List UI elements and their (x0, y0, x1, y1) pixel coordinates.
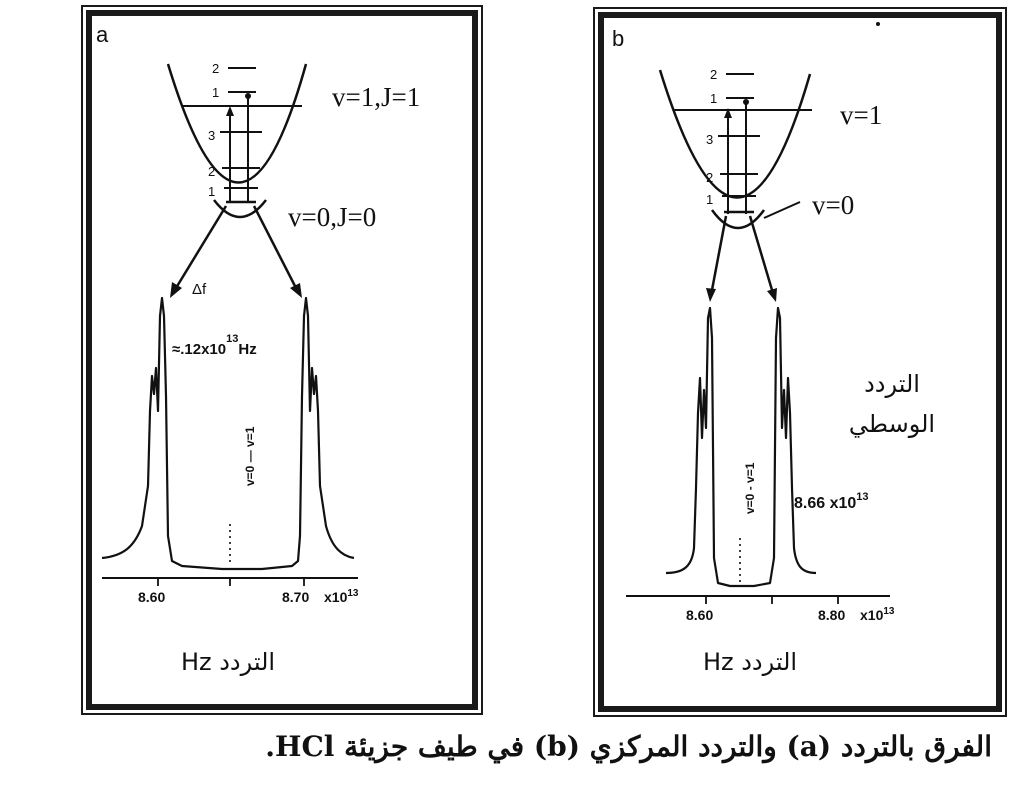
upper-level-1-label: 1 (212, 85, 220, 100)
lower-level-3-label: 3 (208, 128, 216, 143)
center-frequency-value-exponent: 13 (856, 491, 869, 503)
axis-tick-label-860-b: 8.60 (686, 607, 714, 623)
lower-level-2-label-b: 2 (706, 170, 714, 185)
axis-exponent-prefix: x10 (324, 589, 348, 605)
arrow-head-down-left-icon-b (706, 288, 716, 302)
upper-level-2-label: 2 (212, 61, 220, 76)
axis-exponent-prefix-b: x10 (860, 607, 884, 623)
upper-potential-curve-b (660, 70, 810, 198)
delta-f-label: Δf (192, 281, 207, 298)
lower-state-pointer (764, 202, 800, 218)
center-frequency-value (794, 491, 869, 512)
panel-a-diagram (92, 16, 472, 704)
axis-tick-label-860: 8.60 (138, 589, 166, 605)
center-frequency-title-line2: الوسطي (848, 410, 936, 438)
axis-tick-label-880-b: 8.80 (818, 607, 846, 623)
lower-level-2-label: 2 (208, 164, 216, 179)
panel-a (86, 10, 478, 710)
panel-b (598, 12, 1002, 712)
upper-level-2-label-b: 2 (710, 67, 718, 82)
lower-level-3-label-b: 3 (706, 132, 714, 147)
axis-exponent-value: 13 (347, 588, 359, 599)
speck-mark-icon (876, 22, 880, 26)
arrow-head-down-right-icon-b (767, 288, 777, 302)
arrow-head-down-left-icon (170, 282, 182, 298)
upper-level-1-label-b: 1 (710, 91, 718, 106)
center-frequency-title-line1: التردد (864, 370, 920, 398)
spectrum-trace-b (666, 308, 816, 586)
branch-arrow-left (176, 206, 226, 288)
delta-f-value (172, 333, 257, 358)
center-frequency-value-mantissa: 8.66 x10 (794, 495, 857, 512)
arrow-head-up-icon (226, 106, 234, 116)
delta-f-value-prefix: ≈.12x10 (172, 341, 227, 358)
level-dot-icon-b (743, 99, 749, 105)
panel-a-letter: a (96, 22, 109, 47)
lower-state-label-b: v=0 (812, 190, 855, 220)
transition-label: v=0 — v=1 (243, 426, 257, 486)
arrow-head-down-right-icon (290, 283, 302, 298)
level-dot-icon (245, 93, 251, 99)
axis-tick-label-870: 8.70 (282, 589, 310, 605)
upper-state-label-b: v=1 (840, 100, 883, 130)
lower-state-label: v=0,J=0 (288, 202, 377, 232)
branch-arrow-right-b (750, 216, 772, 290)
figure-caption: الفرق بالتردد (a) والتردد المركزي (b) في طيف جزيئة HCl. (265, 730, 992, 763)
upper-potential-curve (168, 64, 306, 183)
axis-exponent-label (324, 588, 359, 605)
panel-b-diagram (604, 18, 996, 706)
upper-state-label: v=1,J=1 (332, 82, 421, 112)
panel-b-letter: b (612, 26, 625, 51)
lower-level-1-label: 1 (208, 184, 216, 199)
delta-f-value-unit: Hz (238, 341, 257, 358)
axis-exponent-value-b: 13 (883, 606, 895, 617)
lower-level-1-label-b: 1 (706, 192, 714, 207)
transition-label-b: v=0 - v=1 (743, 462, 757, 514)
delta-f-value-exponent: 13 (226, 333, 239, 345)
axis-title-b: التردد Hz (702, 648, 798, 676)
axis-title: التردد Hz (180, 648, 276, 676)
branch-arrow-left-b (712, 216, 726, 290)
axis-exponent-label-b (860, 606, 895, 623)
